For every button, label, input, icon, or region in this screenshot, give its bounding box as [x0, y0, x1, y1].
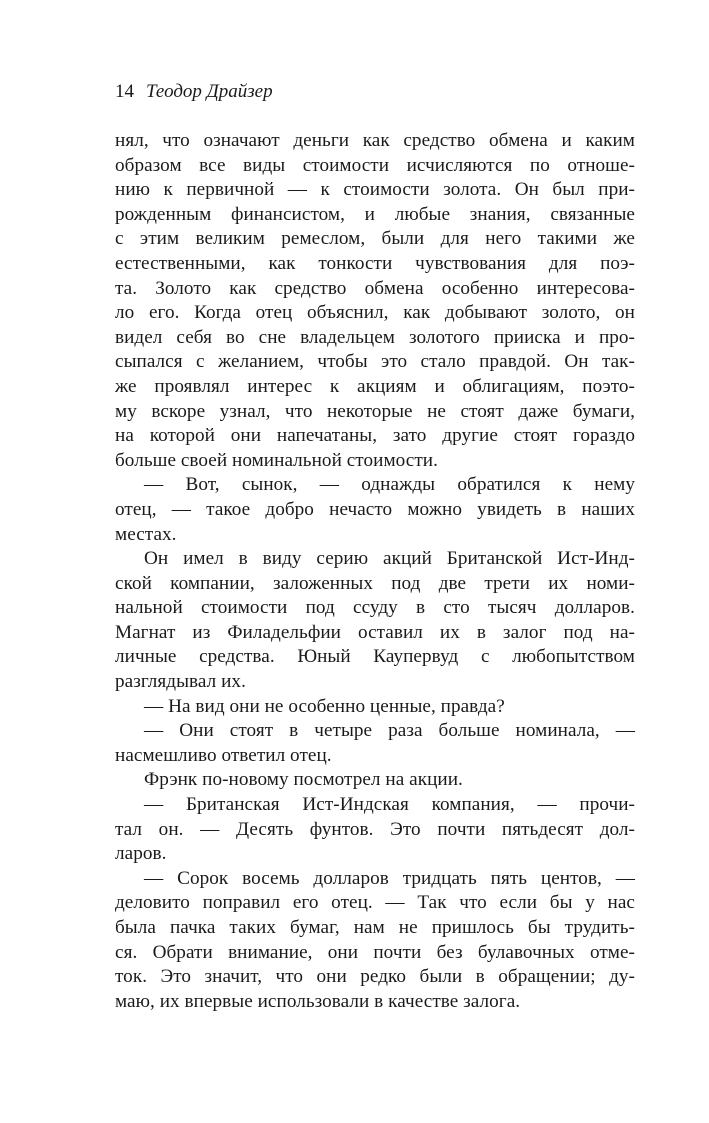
text-line: тал он. — Десять фунтов. Это почти пятьдесят дол- [115, 818, 635, 840]
book-author: Теодор Драйзер [146, 81, 273, 102]
text-line: ларов. [115, 843, 167, 865]
text-line: образом все виды стоимости исчисляются по отноше- [115, 154, 635, 176]
text-line: с этим великим ремеслом, были для него такими же [115, 228, 635, 250]
text-line: — Британская Ист-Индская компания, — прочи- [144, 794, 635, 816]
text-line: — На вид они не особенно ценные, правда? [144, 695, 505, 717]
text-line: насмешливо ответил отец. [115, 744, 332, 766]
text-line: нял, что означают деньги как средство обмена и каким [115, 130, 635, 151]
text-line: Фрэнк по-новому посмотрел на акции. [144, 769, 463, 791]
text-line: личные средства. Юный Каупервуд с любопытством [115, 646, 635, 668]
text-line: же проявлял интерес к акциям и облигациям, поэто- [115, 375, 635, 397]
text-line: Магнат из Филадельфии оставил их в залог под на- [115, 621, 635, 643]
text-line: сыпался с желанием, чтобы это стало правдой. Он так- [115, 351, 635, 373]
page-number: 14 [115, 81, 134, 102]
text-line: ся. Обрати внимание, они почти без булавочных отме- [115, 941, 635, 963]
text-line: была пачка таких бумаг, нам не пришлось бы трудить- [115, 917, 635, 938]
text-line: нальной стоимости под ссуду в сто тысяч долларов. [115, 597, 635, 619]
text-line: больше своей номинальной стоимости. [115, 449, 438, 471]
text-line: на которой они напечатаны, зато другие стоят гораздо [115, 425, 635, 447]
text-line: деловито поправил его отец. — Так что если бы у нас [115, 892, 635, 914]
text-line: разглядывал их. [115, 671, 246, 693]
text-line: та. Золото как средство обмена особенно интересова- [115, 277, 635, 299]
text-line: маю, их впервые использовали в качестве залога. [115, 990, 521, 1012]
text-line: ло его. Когда отец объяснил, как добывают золото, он [115, 302, 635, 324]
text-line: ской компании, заложенных под две трети их номи- [115, 572, 635, 594]
text-line: — Сорок восемь долларов тридцать пять центов, — [144, 867, 635, 889]
text-line: рожденным финансистом, и любые знания, связанные [115, 203, 635, 225]
text-line: му вскоре узнал, что некоторые не стоят даже бумаги, [115, 400, 635, 422]
text-line: нию к первичной — к стоимости золота. Он был при- [115, 179, 635, 201]
text-line: видел себя во сне владельцем золотого прииска и про- [115, 326, 635, 348]
text-line: ток. Это значит, что они редко были в обращении; ду- [115, 966, 635, 988]
text-line: отец, — такое добро нечасто можно увидеть в наших [115, 498, 635, 520]
text-line: — Они стоят в четыре раза больше номинала, — [144, 720, 635, 742]
body-text [115, 129, 635, 1014]
text-line: Он имел в виду серию акций Британской Ист-Инд- [144, 548, 635, 570]
text-line: местах. [115, 523, 177, 545]
running-head [115, 80, 273, 104]
text-line: — Вот, сынок, — однажды обратился к нему [144, 474, 635, 496]
text-line: естественными, как тонкости чувствования для поэ- [115, 252, 635, 274]
